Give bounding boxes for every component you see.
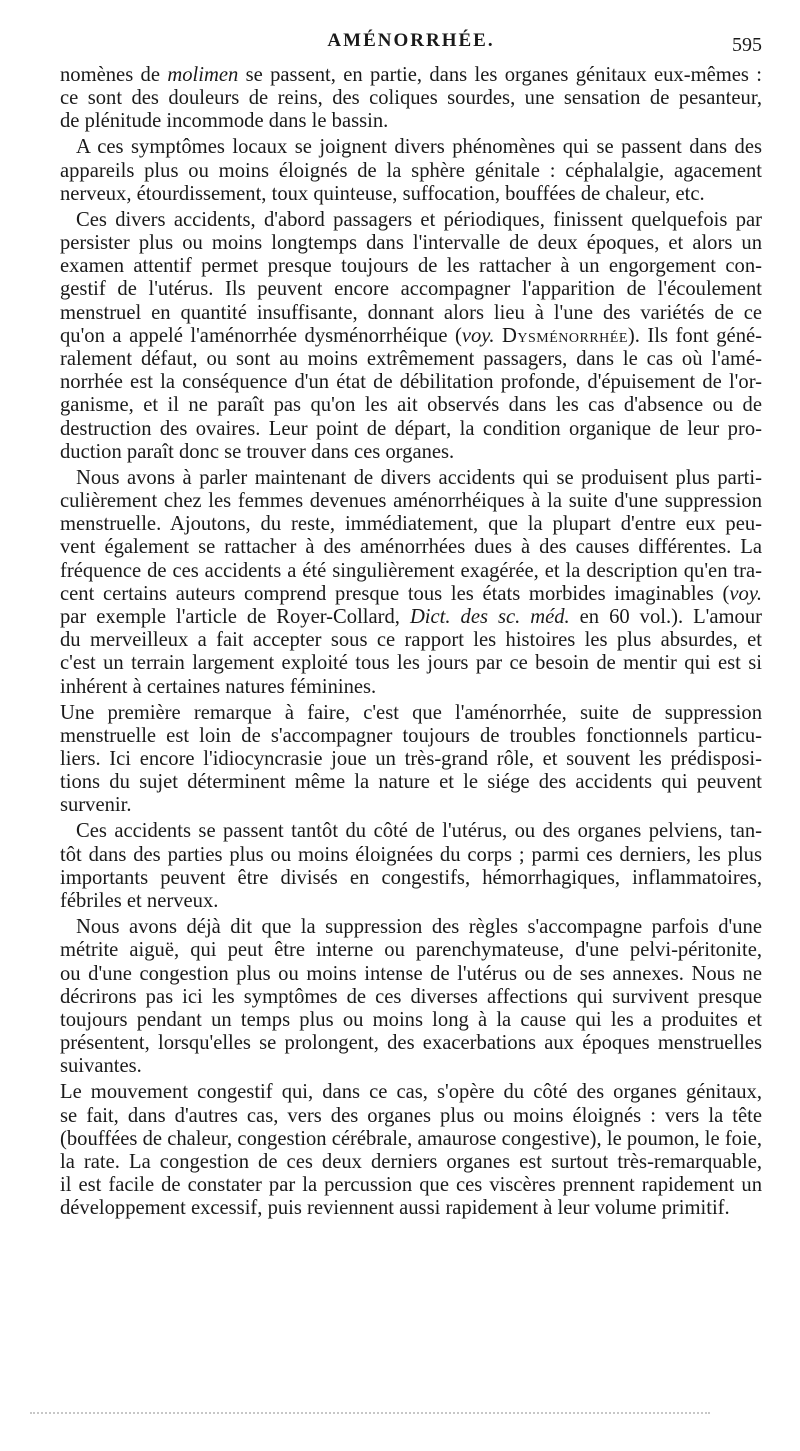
text-line: développement excessif, puis reviennent aussi rapidement à leur volume primitif.: [60, 1197, 730, 1220]
text-line: c'est un terrain largement exploité tous les jours par ce besoin de mentir qui est si: [60, 652, 762, 675]
page-number: 595: [732, 34, 762, 56]
text-line: appareils plus ou moins éloignés de la sphère génitale : céphalalgie, agacement: [60, 159, 762, 182]
text-line: tôt dans des parties plus ou moins éloignées du corps ; parmi ces derniers, les plus: [60, 843, 762, 866]
text-line: métrite aiguë, qui peut être interne ou parenchymateuse, d'une pelvi-péritonite,: [60, 939, 762, 962]
text-line: ou d'une congestion plus ou moins intense de l'utérus ou de ses annexes. Nous ne: [60, 962, 762, 985]
text-line: nerveux, étourdissement, toux quinteuse, suffocation, bouffées de chaleur, etc.: [60, 182, 705, 205]
text-line: présentent, lorsqu'elles se prolongent, des exacerbations aux époques menstruelles: [60, 1032, 762, 1055]
text-line: ce sont des douleurs de reins, des coliques sourdes, une sensation de pesanteur,: [60, 87, 762, 110]
text-line: duction paraît donc se trouver dans ces organes.: [60, 440, 455, 463]
text-line: cent certains auteurs comprend presque tous les états morbides imaginables (voy.: [60, 582, 762, 605]
text-line: Ces accidents se passent tantôt du côté de l'utérus, ou des organes pelviens, tan-: [76, 820, 762, 843]
paragraph: [60, 467, 762, 699]
text-line: la rate. La congestion de ces deux derniers organes est surtout très-remarquable,: [60, 1150, 762, 1173]
paragraph: [60, 916, 762, 1078]
text-line: ralement défaut, ou sont au moins extrêmement passagers, dans le cas où l'amé-: [60, 348, 762, 371]
text-line: menstruelle est loin de s'accompagner toujours de troubles fonctionnels particu-: [60, 724, 762, 747]
text-line: norrhée est la conséquence d'un état de débilitation profonde, d'épuisement de l'or-: [60, 371, 762, 394]
text-line: menstruelle. Ajoutons, du reste, immédiatement, que la plupart d'entre eux peu-: [60, 513, 762, 536]
text-line: toujours pendant un temps plus ou moins long à la cause qui les a produites et: [60, 1008, 762, 1031]
text-line: A ces symptômes locaux se joignent divers phénomènes qui se passent dans des: [76, 136, 762, 159]
text-line: inhérent à certaines natures féminines.: [60, 675, 377, 698]
text-line: suivantes.: [60, 1055, 142, 1078]
footer-rule: [30, 1412, 710, 1416]
text-line: tions du sujet déterminent même la nature et le siége des accidents qui peuvent: [60, 771, 762, 794]
text-line: nomènes de molimen se passent, en partie, dans les organes génitaux eux-mêmes :: [60, 64, 762, 86]
text-line: il est facile de constater par la percussion que ces viscères prennent rapidement un: [60, 1174, 762, 1197]
text-line: (bouffées de chaleur, congestion cérébrale, amaurose congestive), le poumon, le foie,: [60, 1127, 762, 1150]
paragraph: [60, 64, 762, 134]
text-line: menstruel en quantité insuffisante, donnant alors lieu à l'une des variétés de ce: [60, 301, 762, 324]
text-line: décrirons pas ici les symptômes de ces diverses affections qui survivent presque: [60, 985, 762, 1008]
text-line: culièrement chez les femmes devenues aménorrhéiques à la suite d'une suppression: [60, 490, 762, 513]
text-line: du merveilleux a fait accepter sous ce rapport les histoires les plus absurdes, et: [60, 629, 762, 652]
text-line: de plénitude incommode dans le bassin.: [60, 110, 389, 133]
paragraph: [60, 702, 762, 818]
text-line: survenir.: [60, 794, 132, 817]
page-title: AMÉNORRHÉE.: [327, 30, 495, 51]
text-line: Nous avons à parler maintenant de divers accidents qui se produisent plus parti-: [76, 466, 762, 489]
text-line: vent également se rattacher à des aménorrhées dues à des causes différentes. La: [60, 536, 762, 559]
text-line: ganisme, et il ne paraît pas qu'on les ait observés dans les cas d'absence ou de: [60, 394, 762, 417]
text-line: Une première remarque à faire, c'est que l'aménorrhée, suite de suppression: [60, 701, 762, 724]
text-line: importants peuvent être divisés en congestifs, hémorrhagiques, inflammatoires,: [60, 866, 762, 889]
text-body: [60, 64, 762, 1221]
text-line: fébriles et nerveux.: [60, 890, 219, 913]
paragraph: [60, 136, 762, 206]
text-line: Nous avons déjà dit que la suppression des règles s'accompagne parfois d'une: [76, 916, 762, 939]
text-line: se fait, dans d'autres cas, vers des organes plus ou moins éloignés : vers la tête: [60, 1104, 762, 1127]
paragraph: [60, 1081, 762, 1220]
text-line: fréquence de ces accidents a été singulièrement exagérée, et la description qu'en tra-: [60, 559, 762, 582]
paragraph: [60, 820, 762, 913]
text-line: par exemple l'article de Royer-Collard, Dict. des sc. méd. en 60 vol.). L'amour: [60, 606, 762, 629]
text-line: Ces divers accidents, d'abord passagers et périodiques, finissent quelquefois par: [76, 208, 762, 231]
text-line: persister plus ou moins longtemps dans l'intervalle de deux époques, et alors un: [60, 232, 762, 255]
text-line: examen attentif permet presque toujours de les rattacher à un engorgement con-: [60, 255, 762, 278]
text-line: destruction des ovaires. Leur point de départ, la condition organique de leur pro-: [60, 417, 762, 440]
paragraph: [60, 209, 762, 464]
text-line: Le mouvement congestif qui, dans ce cas, s'opère du côté des organes génitaux,: [60, 1081, 762, 1104]
text-line: qu'on a appelé l'aménorrhée dysménorrhéique (voy. Dysménorrhée). Ils font géné-: [60, 324, 762, 347]
running-head: [60, 30, 762, 60]
text-line: liers. Ici encore l'idiocyncrasie joue un très-grand rôle, et souvent les prédisposi-: [60, 748, 762, 771]
text-line: gestif de l'utérus. Ils peuvent encore accompagner l'apparition de l'écoulement: [60, 278, 762, 301]
